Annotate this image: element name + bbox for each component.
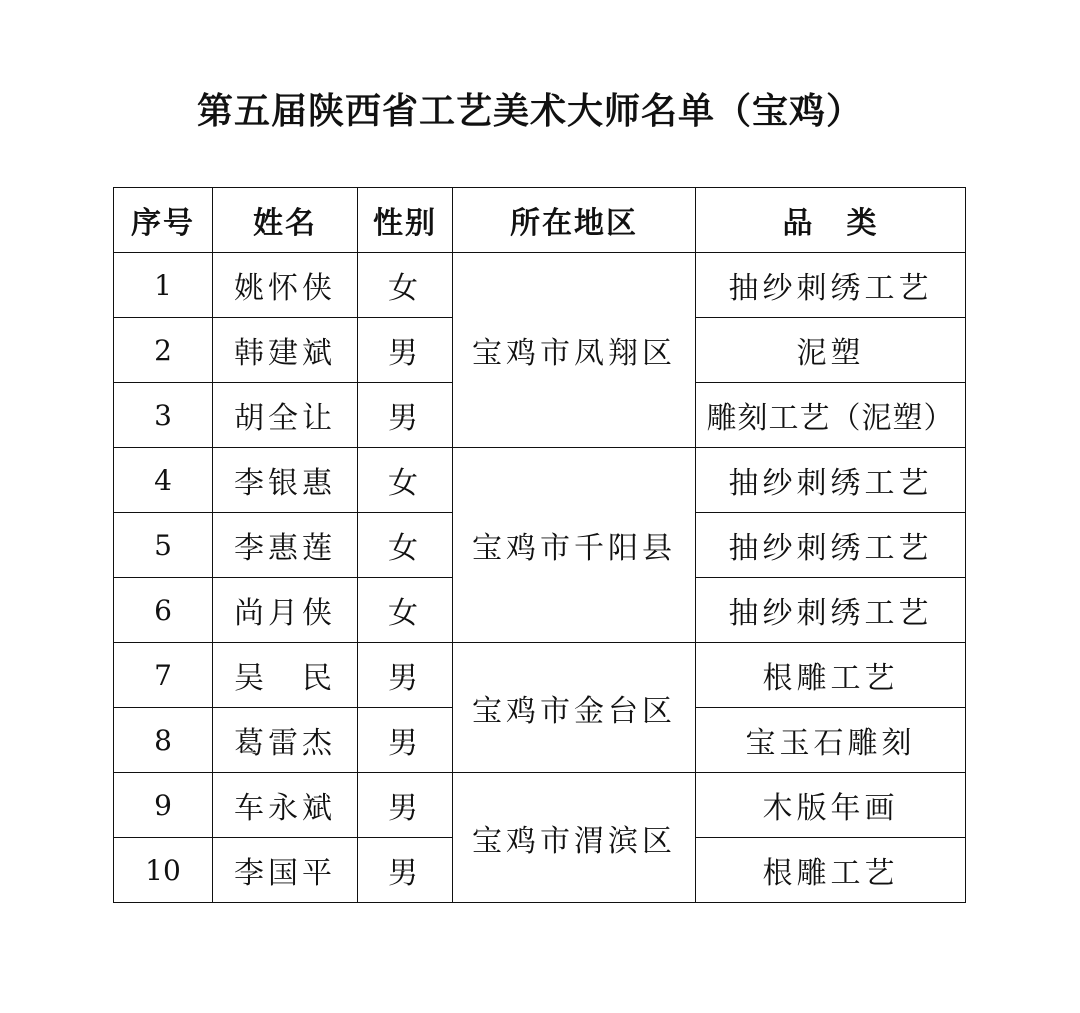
cell-gender: 男 (358, 708, 453, 773)
table-row (114, 773, 966, 838)
cell-seq: 5 (114, 513, 213, 578)
table-row (114, 448, 966, 513)
cell-gender: 女 (358, 513, 453, 578)
cell-name: 胡全让 (213, 383, 358, 448)
header-region: 所在地区 (453, 188, 696, 253)
cell-category: 根雕工艺 (696, 838, 966, 903)
table-header-row (114, 188, 966, 253)
cell-category: 宝玉石雕刻 (696, 708, 966, 773)
cell-seq: 6 (114, 578, 213, 643)
document-title: 第五届陕西省工艺美术大师名单（宝鸡） (196, 91, 863, 132)
masters-table (113, 187, 966, 903)
cell-region: 宝鸡市渭滨区 (453, 773, 696, 903)
cell-category: 抽纱刺绣工艺 (696, 253, 966, 318)
cell-category: 抽纱刺绣工艺 (696, 448, 966, 513)
cell-gender: 男 (358, 643, 453, 708)
cell-category: 抽纱刺绣工艺 (696, 578, 966, 643)
table-row (114, 643, 966, 708)
cell-gender: 男 (358, 838, 453, 903)
cell-gender: 女 (358, 578, 453, 643)
cell-category: 抽纱刺绣工艺 (696, 513, 966, 578)
cell-seq: 8 (114, 708, 213, 773)
cell-seq: 9 (114, 773, 213, 838)
cell-name: 葛雷杰 (213, 708, 358, 773)
cell-category: 木版年画 (696, 773, 966, 838)
cell-name: 李国平 (213, 838, 358, 903)
cell-name: 尚月侠 (213, 578, 358, 643)
header-name: 姓名 (213, 188, 358, 253)
table-row (114, 253, 966, 318)
cell-gender: 女 (358, 448, 453, 513)
cell-name: 李惠莲 (213, 513, 358, 578)
cell-gender: 男 (358, 773, 453, 838)
header-gender: 性别 (358, 188, 453, 253)
cell-region: 宝鸡市千阳县 (453, 448, 696, 643)
cell-category: 雕刻工艺（泥塑） (696, 383, 966, 448)
cell-name: 韩建斌 (213, 318, 358, 383)
cell-region: 宝鸡市金台区 (453, 643, 696, 773)
cell-category: 根雕工艺 (696, 643, 966, 708)
cell-seq: 1 (114, 253, 213, 318)
cell-gender: 男 (358, 383, 453, 448)
cell-name: 姚怀侠 (213, 253, 358, 318)
cell-seq: 2 (114, 318, 213, 383)
header-seq: 序号 (114, 188, 213, 253)
cell-seq: 7 (114, 643, 213, 708)
cell-region: 宝鸡市凤翔区 (453, 253, 696, 448)
cell-gender: 女 (358, 253, 453, 318)
cell-name: 吴 民 (213, 643, 358, 708)
cell-seq: 10 (114, 838, 213, 903)
cell-gender: 男 (358, 318, 453, 383)
cell-name: 李银惠 (213, 448, 358, 513)
cell-seq: 4 (114, 448, 213, 513)
header-category: 品 类 (696, 188, 966, 253)
cell-name: 车永斌 (213, 773, 358, 838)
cell-category: 泥塑 (696, 318, 966, 383)
cell-seq: 3 (114, 383, 213, 448)
